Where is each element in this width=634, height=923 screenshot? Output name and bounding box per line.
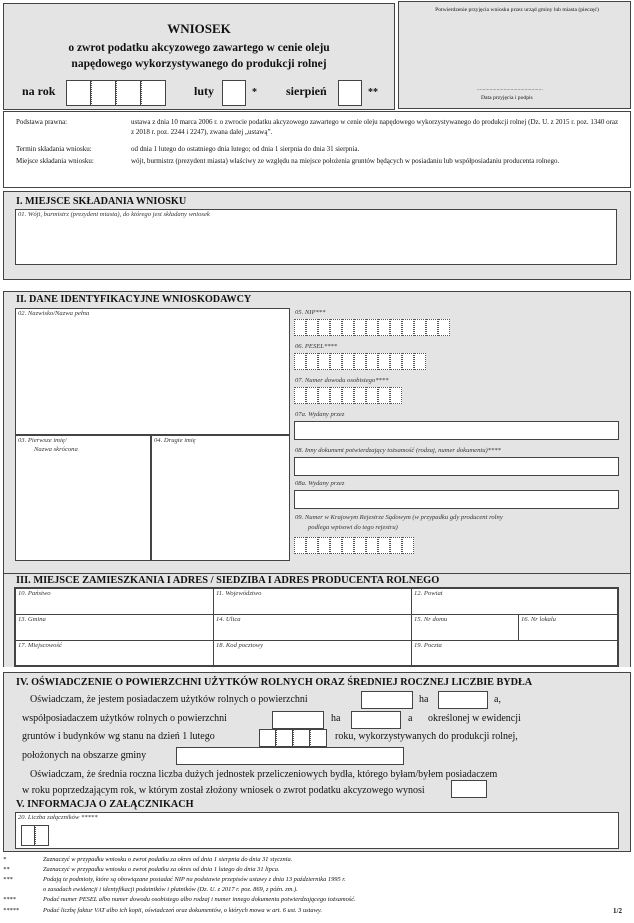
county-label: 12. Powiat — [414, 590, 443, 597]
luty-mark: * — [252, 87, 257, 98]
voivodeship-field[interactable] — [213, 588, 412, 615]
id-issuer-field[interactable] — [294, 421, 619, 440]
stamp-box — [398, 1, 631, 109]
stamp-label: Potwierdzenie przyjęcia wniosku przez urząd gminy lub miasta (pieczęć) — [435, 7, 599, 13]
second-name-label: 04. Drugie imię — [154, 437, 196, 444]
footnote-mark: ** — [3, 866, 10, 873]
form-subtitle-1: o zwrot podatku akcyzowego zawartego w cenie oleju — [68, 42, 330, 54]
first-name-field[interactable] — [15, 435, 151, 561]
section-2 — [3, 291, 631, 574]
decl-line-3-end: roku, wykorzystywanych do produkcji rolnej, — [335, 731, 518, 742]
basis-text: ustawa z dnia 10 marca 2006 r. o zwrocie podatku akcyzowego zawartego w cenie oleju napędowego wykorzystywanego do produkcji rolnej (Dz. U. z 2015 r. poz. 1340 oraz z 2018 r. poz. 2244 i 2247), zwana dalej „ustawą”. — [131, 118, 619, 136]
section-1 — [3, 191, 631, 280]
footnote-mark: **** — [3, 896, 16, 903]
footnote-mark: ***** — [3, 907, 19, 914]
postal-code-field[interactable] — [213, 640, 412, 666]
legal-box — [3, 111, 631, 188]
apartment-number-field[interactable] — [518, 614, 618, 641]
section-4-title: IV. OŚWIADCZENIE O POWIERZCHNI UŻYTKÓW ROLNYCH ORAZ ŚREDNIEJ ROCZNEJ LICZBIE BYDŁA — [16, 677, 533, 688]
page-number: 1/2 — [613, 907, 622, 915]
postal-code-label: 18. Kod pocztowy — [216, 642, 264, 649]
other-doc-issuer-label: 08a. Wydany przez — [295, 480, 345, 487]
footnote-text: Podają te podmioty, które są obowiązane posiadać NIP na podstawie przepisów ustawy z dnia 13 października 1995 r. — [43, 876, 346, 883]
locality-field[interactable] — [15, 640, 214, 666]
house-number-label: 15. Nr domu — [414, 616, 448, 623]
section-1-title: I. MIEJSCE SKŁADANIA WNIOSKU — [16, 196, 187, 207]
id-number-label: 07. Numer dowodu osobistego**** — [295, 377, 389, 384]
footnote-text: Zaznaczyć w przypadku wniosku o zwrot podatku za okres od dnia 1 sierpnia do dnia 31 stycznia. — [43, 856, 293, 863]
coown-a-input[interactable] — [351, 711, 401, 729]
commune-field[interactable] — [15, 614, 214, 641]
short-name-label: Nazwa skrócona — [34, 446, 78, 453]
stamp-dots: ............................................... — [477, 86, 543, 92]
other-doc-field[interactable] — [294, 457, 619, 476]
sierpien-mark: ** — [368, 87, 378, 98]
decl-line-2-a: a — [408, 713, 413, 724]
year-input[interactable] — [66, 80, 166, 106]
locality-label: 17. Miejscowość — [18, 642, 62, 649]
nip-label: 05. NIP*** — [295, 309, 326, 316]
decl-line-1-ha: ha — [419, 694, 429, 705]
section-4 — [3, 672, 631, 852]
section-5-title: V. INFORMACJA O ZAŁĄCZNIKACH — [16, 799, 194, 810]
commune-label: 13. Gmina — [18, 616, 46, 623]
footnote-text: Podać numer PESEL albo numer dowodu osobistego albo rodzaj i numer innego dokumentu potwierdzającego tożsamość. — [43, 896, 356, 903]
decl-line-3-text: gruntów i budynków wg stanu na dzień 1 lutego — [22, 731, 215, 742]
form-subtitle-2: napędowego wykorzystywanego do produkcji rolnej — [71, 58, 327, 70]
year-label: na rok — [22, 84, 56, 98]
id-number-input[interactable] — [294, 387, 402, 404]
country-label: 10. Państwo — [18, 590, 51, 597]
register-year-input[interactable] — [259, 729, 327, 747]
header-box — [3, 3, 395, 110]
basis-label: Podstawa prawna: — [16, 118, 68, 126]
decl-line-2-end: określonej w ewidencji — [428, 713, 521, 724]
decl-line-1-text: Oświadczam, że jestem posiadaczem użytków rolnych o powierzchni — [30, 694, 308, 705]
street-field[interactable] — [213, 614, 412, 641]
sierpien-label: sierpień — [286, 84, 327, 98]
house-number-field[interactable] — [411, 614, 519, 641]
decl-line-6-text: w roku poprzedzającym rok, w którym został złożony wniosek o zwrot podatku akcyzowego wynosi — [22, 785, 425, 796]
id-issuer-label: 07a. Wydany przez — [295, 411, 345, 418]
nip-input[interactable] — [294, 319, 450, 336]
luty-checkbox[interactable] — [222, 80, 246, 106]
footnote-text: o zasadach ewidencji i identyfikacji podatników i płatników (Dz. U. z 2017 r. poz. 869, z późn. zm.). — [43, 886, 298, 893]
decl-line-1-a: a, — [494, 694, 501, 705]
luty-label: luty — [194, 84, 215, 98]
place-label: Miejsce składania wniosku: — [16, 157, 94, 165]
krs-input[interactable] — [294, 537, 414, 554]
attachments-count-input[interactable] — [21, 825, 49, 846]
pesel-input[interactable] — [294, 353, 426, 370]
section-3 — [3, 574, 631, 667]
footnote-text: Zaznaczyć w przypadku wniosku o zwrot podatku za okres od dnia 1 lutego do dnia 31 lipca. — [43, 866, 280, 873]
deadline-text: od dnia 1 lutego do ostatniego dnia lutego; od dnia 1 sierpnia do dnia 31 sierpnia. — [131, 145, 360, 153]
decl-line-2-text: współposiadaczem użytków rolnych o powierzchni — [22, 713, 227, 724]
address-table — [14, 587, 619, 667]
post-office-label: 19. Poczta — [414, 642, 442, 649]
footnote-text: Podać liczbę faktur VAT albo ich kopii, oświadczeń oraz dokumentów, o których mowa w art. 6 ust. 3 ustawy. — [43, 907, 322, 914]
krs-label-2: podlega wpisowi do tego rejestru) — [308, 524, 398, 531]
decl-line-4-text: położonych na obszarze gminy — [22, 750, 147, 761]
sierpien-checkbox[interactable] — [338, 80, 362, 106]
section-2-title: II. DANE IDENTYFIKACYJNE WNIOSKODAWCY — [16, 294, 252, 305]
krs-label-1: 09. Numer w Krajowym Rejestrze Sądowym (w przypadku gdy producent rolny — [295, 514, 503, 521]
second-name-field[interactable] — [151, 435, 290, 561]
attachments-label: 20. Liczba załączników ***** — [18, 814, 98, 821]
post-office-field[interactable] — [411, 640, 618, 666]
commune-area-input[interactable] — [176, 747, 404, 765]
own-a-input[interactable] — [438, 691, 488, 709]
country-field[interactable] — [15, 588, 214, 615]
office-field[interactable] — [15, 209, 617, 265]
street-label: 14. Ulica — [216, 616, 241, 623]
coown-ha-input[interactable] — [272, 711, 324, 729]
surname-field[interactable] — [15, 308, 290, 435]
office-field-label: 01. Wójt, burmistrz (prezydent miasta), do którego jest składany wniosek — [18, 211, 210, 218]
other-doc-issuer-field[interactable] — [294, 490, 619, 509]
decl-line-5-text: Oświadczam, że średnia roczna liczba dużych jednostek przeliczeniowych bydła, którego byłam/byłem posiadaczem — [30, 769, 498, 780]
apartment-number-label: 16. Nr lokalu — [521, 616, 556, 623]
cattle-count-input[interactable] — [451, 780, 487, 798]
county-field[interactable] — [411, 588, 618, 615]
section-3-title: III. MIEJSCE ZAMIESZKANIA I ADRES / SIEDZIBA I ADRES PRODUCENTA ROLNEGO — [16, 575, 440, 586]
surname-label: 02. Nazwisko/Nazwa pełna — [18, 310, 90, 317]
own-ha-input[interactable] — [361, 691, 413, 709]
decl-line-2-ha: ha — [331, 713, 341, 724]
deadline-label: Termin składania wniosku: — [16, 145, 92, 153]
form-title: WNIOSEK — [167, 21, 231, 36]
other-doc-label: 08. Inny dokument potwierdzający tożsamość (rodzaj, numer dokumentu)**** — [295, 447, 501, 454]
footnote-mark: *** — [3, 876, 13, 883]
first-name-label: 03. Pierwsze imię/ — [18, 437, 67, 444]
footnote-mark: * — [3, 856, 7, 863]
pesel-label: 06. PESEL**** — [295, 343, 338, 350]
stamp-date-label: Data przyjęcia i podpis — [481, 95, 533, 101]
voivodeship-label: 11. Województwo — [216, 590, 262, 597]
place-text: wójt, burmistrz (prezydent miasta) właściwy ze względu na miejsce położenia gruntów będących w posiadaniu lub współposiadaniu producenta rolnego. — [131, 157, 560, 165]
attachments-field[interactable] — [15, 812, 619, 849]
